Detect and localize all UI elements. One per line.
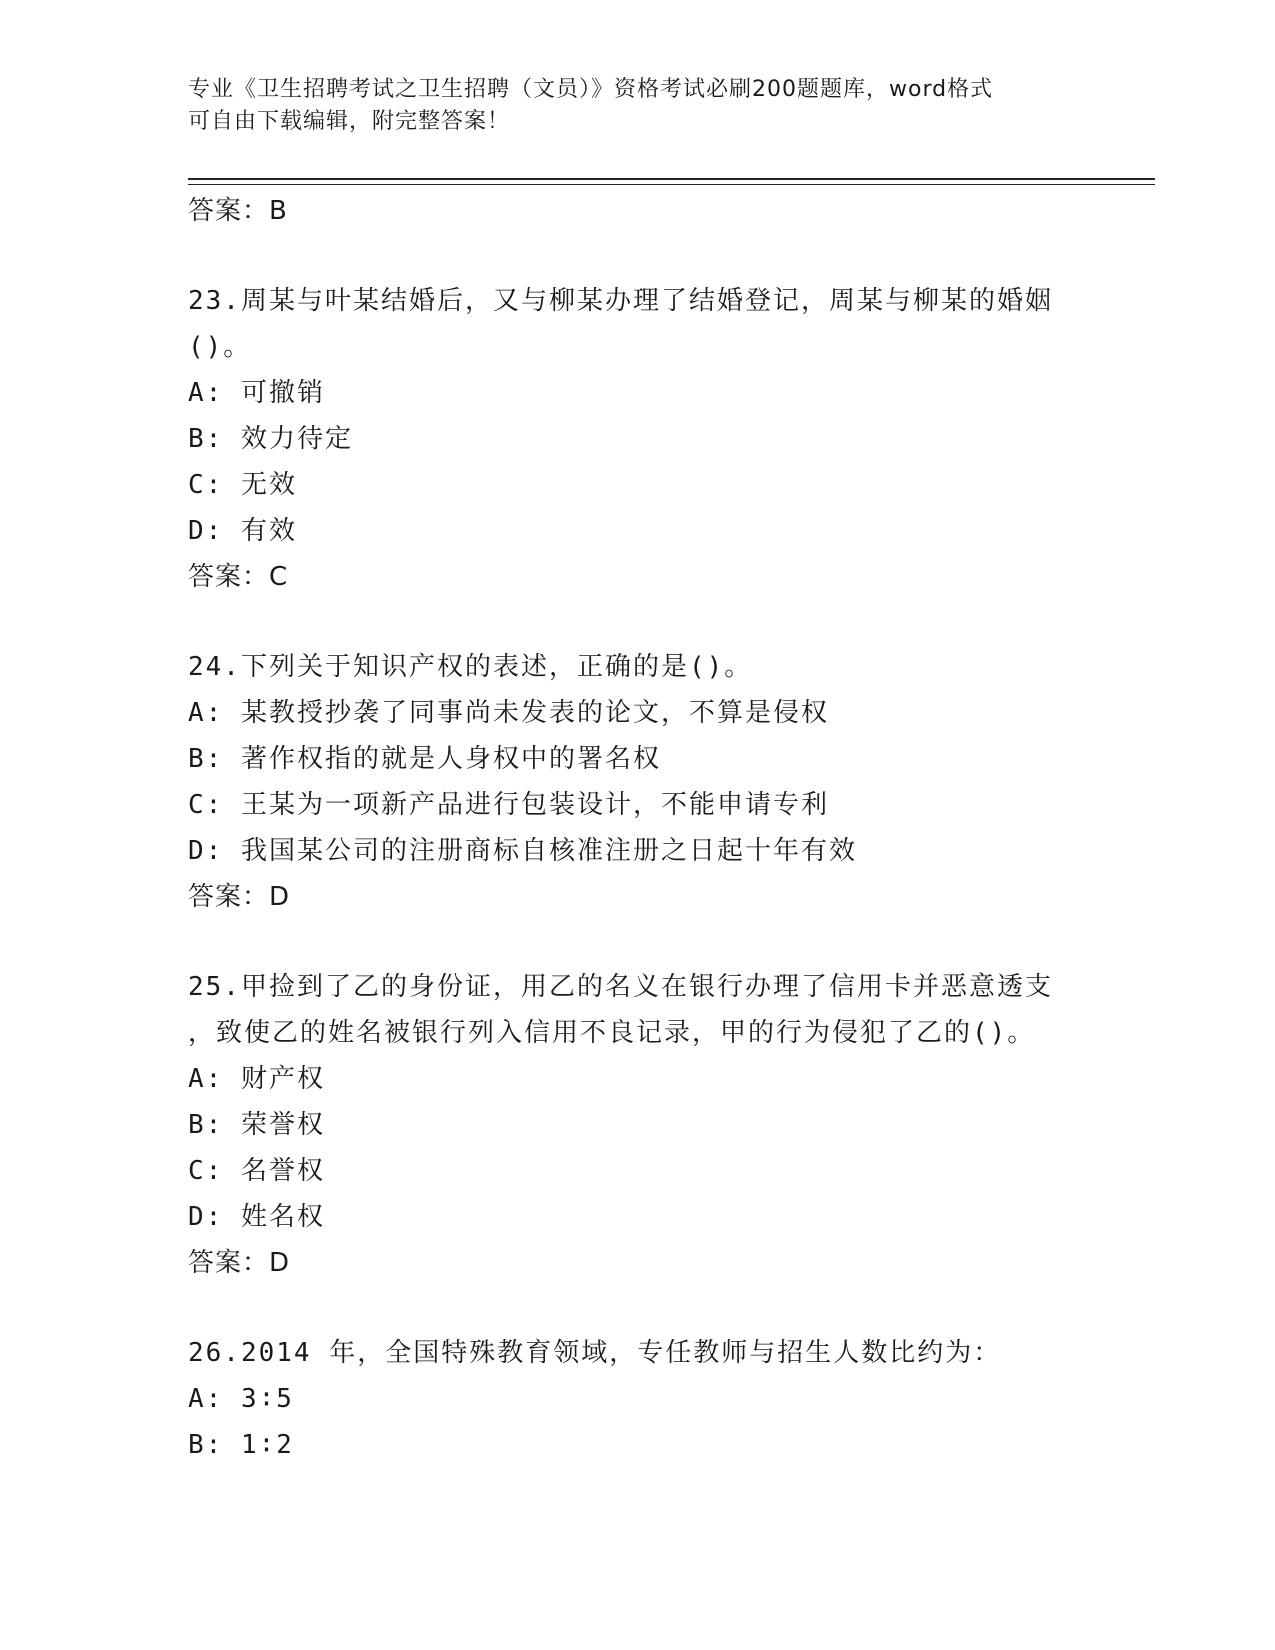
option-b: B: 1∶2 xyxy=(188,1430,294,1460)
option-c: C: 王某为一项新产品进行包装设计，不能申请专利 xyxy=(188,790,829,820)
spacer xyxy=(188,234,1088,278)
option-a: A: 财产权 xyxy=(188,1064,325,1094)
answer-q23: 答案：C xyxy=(188,562,289,592)
question-23 xyxy=(188,278,1088,600)
question-26 xyxy=(188,1330,1088,1468)
question-25 xyxy=(188,964,1088,1286)
option-b: B: 著作权指的就是人身权中的署名权 xyxy=(188,744,661,774)
question-stem-line: 26.2014 年，全国特殊教育领域，专任教师与招生人数比约为： xyxy=(188,1338,1002,1368)
question-stem-line: ()。 xyxy=(188,332,252,362)
header-line-2: 可自由下载编辑，附完整答案！ xyxy=(188,109,511,134)
option-c: C: 名誉权 xyxy=(188,1156,325,1186)
option-d: D: 有效 xyxy=(188,516,297,546)
question-stem-line: ，致使乙的姓名被银行列入信用不良记录，甲的行为侵犯了乙的()。 xyxy=(188,1018,1036,1048)
option-d: D: 我国某公司的注册商标自核准注册之日起十年有效 xyxy=(188,836,857,866)
question-stem-line: 23.周某与叶某结婚后，又与柳某办理了结婚登记，周某与柳某的婚姻 xyxy=(188,286,1053,316)
question-stem-line: 24.下列关于知识产权的表述，正确的是()。 xyxy=(188,652,753,682)
question-stem-line: 25.甲捡到了乙的身份证，用乙的名义在银行办理了信用卡并恶意透支 xyxy=(188,972,1053,1002)
answer-q22: 答案：B xyxy=(188,196,288,226)
header-line-1: 专业《卫生招聘考试之卫生招聘（文员）》资格考试必刷200题题库，word格式 xyxy=(188,77,994,102)
option-a: A: 可撤销 xyxy=(188,378,325,408)
question-24 xyxy=(188,644,1088,920)
option-c: C: 无效 xyxy=(188,470,297,500)
option-b: B: 效力待定 xyxy=(188,424,353,454)
answer-q24: 答案：D xyxy=(188,882,291,912)
spacer xyxy=(188,1286,1088,1330)
spacer xyxy=(188,600,1088,644)
header-divider-thick xyxy=(188,178,1155,180)
spacer xyxy=(188,920,1088,964)
answer-q25: 答案：D xyxy=(188,1248,291,1278)
option-a: A: 3∶5 xyxy=(188,1384,294,1414)
document-header xyxy=(188,74,1088,138)
question-list xyxy=(188,188,1088,1468)
option-d: D: 姓名权 xyxy=(188,1202,325,1232)
option-b: B: 荣誉权 xyxy=(188,1110,325,1140)
option-a: A: 某教授抄袭了同事尚未发表的论文，不算是侵权 xyxy=(188,698,829,728)
header-divider-thin xyxy=(188,184,1155,185)
